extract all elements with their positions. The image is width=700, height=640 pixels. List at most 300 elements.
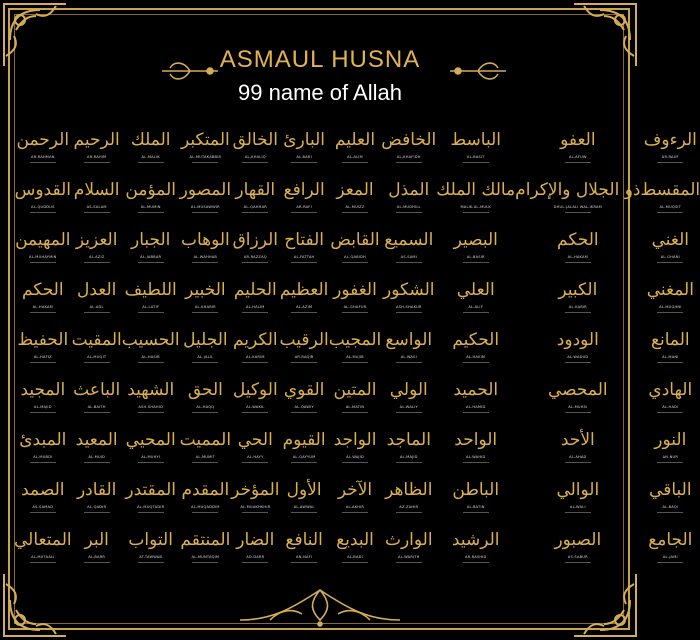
underline-divider xyxy=(463,412,489,413)
arabic-name: الوكيل xyxy=(232,380,278,400)
name-cell xyxy=(72,475,122,525)
transliteration-label: ASH-SHAKUR xyxy=(395,305,422,309)
name-cell xyxy=(180,225,231,275)
underline-divider xyxy=(396,512,422,513)
underline-divider xyxy=(463,362,489,363)
transliteration-label: AL-MUHAYMIN xyxy=(29,255,57,259)
name-cell xyxy=(280,375,329,425)
transliteration-label: AL-BARR xyxy=(88,555,106,559)
transliteration-label: AL-QUDDUS xyxy=(31,205,55,209)
underline-divider xyxy=(30,562,56,563)
arabic-name: الحميد xyxy=(453,380,499,400)
underline-divider xyxy=(463,262,489,263)
name-cell xyxy=(280,325,329,375)
transliteration-label: AL-KHALIQ xyxy=(244,155,266,159)
name-cell xyxy=(14,375,72,425)
transliteration-label: AL-HAKIM xyxy=(466,355,486,359)
transliteration-label: AL-WARITH xyxy=(397,555,420,559)
name-cell xyxy=(122,275,180,325)
transliteration-label: AL-ADL xyxy=(89,305,104,309)
underline-divider xyxy=(396,312,422,313)
name-cell xyxy=(72,275,122,325)
underline-divider xyxy=(84,462,110,463)
arabic-name: المقيت xyxy=(71,330,122,350)
arabic-name: التواب xyxy=(128,530,173,550)
underline-divider xyxy=(84,362,110,363)
transliteration-label: AL-MUTAALI xyxy=(31,555,55,559)
name-cell xyxy=(329,125,382,175)
underline-divider xyxy=(30,362,56,363)
bottom-ornament xyxy=(230,580,410,626)
name-cell xyxy=(122,325,180,375)
transliteration-label: AS-SAMI xyxy=(400,255,417,259)
name-cell xyxy=(329,225,382,275)
underline-divider xyxy=(463,462,489,463)
transliteration-label: AL-MUHSI xyxy=(568,405,588,409)
transliteration-label: AL-WAJID xyxy=(346,455,364,459)
transliteration-label: AL-FATTAH xyxy=(293,255,315,259)
transliteration-label: AL-MUIZZ xyxy=(345,205,365,209)
arabic-name: القادر xyxy=(76,480,117,500)
underline-divider xyxy=(84,262,110,263)
underline-divider xyxy=(138,562,164,563)
name-cell xyxy=(231,475,279,525)
underline-divider xyxy=(565,362,591,363)
name-cell xyxy=(381,125,436,175)
transliteration-label: AL-MANI xyxy=(662,355,679,359)
underline-divider xyxy=(291,412,317,413)
name-cell xyxy=(515,275,640,325)
arabic-name: الظاهر xyxy=(385,480,433,500)
transliteration-label: AL-MUTAKABBIR xyxy=(189,155,222,159)
arabic-name: الحفيظ xyxy=(17,330,69,350)
name-cell xyxy=(231,125,279,175)
arabic-name: المعز xyxy=(336,180,374,200)
name-cell xyxy=(436,175,515,225)
arabic-name: المنتقم xyxy=(180,530,231,550)
transliteration-label: AL-MUQIT xyxy=(87,355,107,359)
arabic-name: البصير xyxy=(453,230,498,250)
name-cell xyxy=(122,175,180,225)
underline-divider xyxy=(463,212,489,213)
underline-divider xyxy=(657,262,683,263)
transliteration-label: AL-HAKAM xyxy=(32,305,53,309)
underline-divider xyxy=(342,162,368,163)
transliteration-label: AL-WAKIL xyxy=(246,405,265,409)
underline-divider xyxy=(242,212,268,213)
name-cell xyxy=(280,275,329,325)
arabic-name: الرزاق xyxy=(232,230,278,250)
transliteration-label: AL-ALIM xyxy=(347,155,363,159)
arabic-name: الصمد xyxy=(21,480,65,500)
arabic-name: المحصي xyxy=(548,380,608,400)
page-subtitle: 99 name of Allah xyxy=(238,80,402,105)
name-cell xyxy=(72,125,122,175)
transliteration-label: AL-BARI xyxy=(296,155,312,159)
transliteration-label: AL-HAKAM xyxy=(567,255,588,259)
names-grid xyxy=(14,125,700,575)
arabic-name: المجيب xyxy=(328,330,382,350)
underline-divider xyxy=(138,162,164,163)
arabic-name: الرقيب xyxy=(279,330,329,350)
arabic-name: اللطيف xyxy=(124,280,177,300)
name-cell xyxy=(231,175,279,225)
transliteration-label: AL-MATIN xyxy=(345,405,365,409)
arabic-name: المقدم xyxy=(181,480,230,500)
name-cell xyxy=(180,125,231,175)
name-cell xyxy=(436,375,515,425)
arabic-name: المجيد xyxy=(20,380,66,400)
arabic-name: العزيز xyxy=(75,230,118,250)
arabic-name: البديع xyxy=(336,530,374,550)
name-cell xyxy=(14,525,72,575)
arabic-name: المهيمن xyxy=(15,230,71,250)
transliteration-label: AL-MUJIB xyxy=(346,355,364,359)
transliteration-label: AL-AWWAL xyxy=(293,505,315,509)
underline-divider xyxy=(291,362,317,363)
name-cell xyxy=(329,375,382,425)
transliteration-label: AL-HAMID xyxy=(466,405,486,409)
underline-divider xyxy=(242,162,268,163)
underline-divider xyxy=(342,412,368,413)
arabic-name: النافع xyxy=(285,530,323,550)
transliteration-label: AL-JAMI xyxy=(662,555,678,559)
name-cell xyxy=(436,325,515,375)
name-cell xyxy=(640,275,700,325)
name-cell xyxy=(14,125,72,175)
underline-divider xyxy=(84,512,110,513)
arabic-name: الواجد xyxy=(333,430,377,450)
name-cell xyxy=(72,225,122,275)
underline-divider xyxy=(242,312,268,313)
arabic-name: الغني xyxy=(651,230,689,250)
transliteration-label: AL-MUHYI xyxy=(141,455,161,459)
underline-divider xyxy=(396,412,422,413)
underline-divider xyxy=(657,162,683,163)
transliteration-label: AL-MUMIT xyxy=(195,455,216,459)
arabic-name: المذل xyxy=(388,180,430,200)
name-cell xyxy=(180,325,231,375)
underline-divider xyxy=(291,162,317,163)
name-cell xyxy=(280,525,329,575)
arabic-name: الأول xyxy=(286,480,322,500)
transliteration-label: AR-RAZZAQ xyxy=(243,255,267,259)
arabic-name: المحيي xyxy=(125,430,176,450)
transliteration-label: AL-AZIM xyxy=(296,305,313,309)
transliteration-label: AL-BASIT xyxy=(466,155,485,159)
transliteration-label: AR-RAHIM xyxy=(86,155,107,159)
name-cell xyxy=(280,225,329,275)
name-cell xyxy=(122,125,180,175)
transliteration-label: AR-RAQIB xyxy=(294,355,314,359)
arabic-name: الخافض xyxy=(381,130,437,150)
underline-divider xyxy=(30,262,56,263)
arabic-name: القابض xyxy=(330,230,380,250)
transliteration-label: AL-MUID xyxy=(88,455,105,459)
transliteration-label: AL-MAJID xyxy=(399,455,418,459)
name-cell xyxy=(640,475,700,525)
name-cell xyxy=(436,275,515,325)
name-cell xyxy=(640,525,700,575)
transliteration-label: AL-WADUD xyxy=(567,355,589,359)
transliteration-label: AL-HALIM xyxy=(245,305,265,309)
name-cell xyxy=(280,125,329,175)
underline-divider xyxy=(565,512,591,513)
underline-divider xyxy=(192,162,218,163)
transliteration-label: AL-AZIZ xyxy=(88,255,105,259)
arabic-name: البر xyxy=(84,530,109,550)
underline-divider xyxy=(30,212,56,213)
transliteration-label: AL-QAYYUM xyxy=(292,455,316,459)
transliteration-label: AT-TAWWAB xyxy=(139,555,163,559)
transliteration-label: AR-RAUF xyxy=(661,155,679,159)
transliteration-label: AL-KARIM xyxy=(245,355,265,359)
arabic-name: المصور xyxy=(179,180,232,200)
underline-divider xyxy=(291,212,317,213)
transliteration-label: AL-KHAFIDH xyxy=(396,155,421,159)
arabic-name: الكريم xyxy=(232,330,278,350)
transliteration-label: AL-MUNTAQIM xyxy=(191,555,220,559)
name-cell xyxy=(515,325,640,375)
name-cell xyxy=(515,225,640,275)
arabic-name: السلام xyxy=(73,180,120,200)
underline-divider xyxy=(396,162,422,163)
underline-divider xyxy=(657,212,683,213)
arabic-name: المقسط xyxy=(640,180,700,200)
arabic-name: الواسع xyxy=(385,330,433,350)
transliteration-label: AL-MUBDI xyxy=(33,455,53,459)
name-cell xyxy=(515,525,640,575)
name-cell xyxy=(515,425,640,475)
name-cell xyxy=(329,525,382,575)
arabic-name: الودود xyxy=(556,330,599,350)
arabic-name: الحكيم xyxy=(452,330,500,350)
name-cell xyxy=(280,475,329,525)
transliteration-label: AL-HADI xyxy=(662,405,679,409)
underline-divider xyxy=(242,362,268,363)
arabic-name: الباعث xyxy=(73,380,121,400)
arabic-name: مالك الملك xyxy=(436,180,516,200)
underline-divider xyxy=(291,512,317,513)
arabic-name: الغفور xyxy=(333,280,377,300)
arabic-name: الواحد xyxy=(454,430,498,450)
underline-divider xyxy=(84,162,110,163)
underline-divider xyxy=(30,162,56,163)
arabic-name: المبدئ xyxy=(19,430,67,450)
transliteration-label: AL-QAHHAR xyxy=(243,205,267,209)
name-cell xyxy=(329,175,382,225)
transliteration-label: AL-WASI xyxy=(400,355,417,359)
transliteration-label: AL-HASIB xyxy=(141,355,160,359)
name-cell xyxy=(122,375,180,425)
transliteration-label: AL-WALI xyxy=(569,505,586,509)
underline-divider xyxy=(463,312,489,313)
underline-divider xyxy=(30,412,56,413)
arabic-name: القوي xyxy=(283,380,325,400)
arabic-name: المانع xyxy=(650,330,690,350)
transliteration-label: MALIK-UL-MULK xyxy=(460,205,491,209)
arabic-name: القدوس xyxy=(14,180,71,200)
transliteration-label: AL-KABIR xyxy=(568,305,587,309)
underline-divider xyxy=(242,462,268,463)
name-cell xyxy=(180,525,231,575)
transliteration-label: AL-WALIY xyxy=(399,405,418,409)
transliteration-label: AL-MUGHNI xyxy=(659,305,682,309)
arabic-name: المميت xyxy=(179,430,232,450)
underline-divider xyxy=(138,312,164,313)
transliteration-label: AL-QADIR xyxy=(87,505,107,509)
name-cell xyxy=(381,325,436,375)
underline-divider xyxy=(342,562,368,563)
transliteration-label: AL-ALIY xyxy=(468,305,484,309)
arabic-name: الوهاب xyxy=(180,230,230,250)
name-cell xyxy=(72,425,122,475)
transliteration-label: AR-RAFI xyxy=(296,205,312,209)
underline-divider xyxy=(342,312,368,313)
arabic-name: العليم xyxy=(334,130,376,150)
name-cell xyxy=(231,225,279,275)
underline-divider xyxy=(291,312,317,313)
transliteration-label: AL-MUSAWWIR xyxy=(190,205,220,209)
name-cell xyxy=(329,475,382,525)
name-cell xyxy=(515,175,640,225)
underline-divider xyxy=(192,412,218,413)
transliteration-label: DHUL-JALALI WAL-IKRAM xyxy=(553,205,602,209)
name-cell xyxy=(72,325,122,375)
name-cell xyxy=(14,225,72,275)
arabic-name: الشكور xyxy=(383,280,435,300)
transliteration-label: ASH-SHAHID xyxy=(138,405,164,409)
underline-divider xyxy=(565,262,591,263)
transliteration-label: AL-MALIK xyxy=(141,155,160,159)
name-cell xyxy=(122,225,180,275)
underline-divider xyxy=(242,412,268,413)
arabic-name: الحكم xyxy=(22,280,64,300)
name-cell xyxy=(640,175,700,225)
arabic-name: الفتاح xyxy=(284,230,325,250)
underline-divider xyxy=(657,362,683,363)
transliteration-label: AR-RASHID xyxy=(464,555,487,559)
name-cell xyxy=(515,475,640,525)
name-cell xyxy=(14,425,72,475)
name-cell xyxy=(180,475,231,525)
arabic-name: الوالي xyxy=(556,480,600,500)
arabic-name: المغني xyxy=(646,280,694,300)
transliteration-label: AL-JABBAR xyxy=(140,255,162,259)
underline-divider xyxy=(192,212,218,213)
underline-divider xyxy=(30,512,56,513)
arabic-name: الشهيد xyxy=(127,380,175,400)
transliteration-label: AL-BATIN xyxy=(466,505,485,509)
transliteration-label: AZ-ZAHIR xyxy=(399,505,419,509)
name-cell xyxy=(122,525,180,575)
arabic-name: الحكم xyxy=(557,230,599,250)
arabic-name: المؤمن xyxy=(125,180,176,200)
name-cell xyxy=(231,525,279,575)
name-cell xyxy=(381,375,436,425)
arabic-name: الحسيب xyxy=(121,330,180,350)
transliteration-label: AL-KHABIR xyxy=(194,305,216,309)
arabic-name: الرشيد xyxy=(451,530,500,550)
arabic-name: الرحمن xyxy=(16,130,70,150)
name-cell xyxy=(640,325,700,375)
underline-divider xyxy=(242,562,268,563)
underline-divider xyxy=(342,362,368,363)
arabic-name: الأحد xyxy=(560,430,595,450)
arabic-name: المعيد xyxy=(75,430,118,450)
underline-divider xyxy=(138,412,164,413)
arabic-name: الباطن xyxy=(452,480,500,500)
name-cell xyxy=(329,275,382,325)
underline-divider xyxy=(463,562,489,563)
name-cell xyxy=(381,175,436,225)
arabic-name: الوارث xyxy=(384,530,433,550)
transliteration-label: AL-JALIL xyxy=(197,355,214,359)
underline-divider xyxy=(291,562,317,563)
name-cell xyxy=(640,125,700,175)
transliteration-label: AL-HAFIZ xyxy=(33,355,52,359)
transliteration-label: AL-AFUW xyxy=(568,155,587,159)
transliteration-label: AL-MUQSIT xyxy=(659,205,682,209)
name-cell xyxy=(72,525,122,575)
arabic-name: القيوم xyxy=(282,430,326,450)
arabic-name: القهار xyxy=(235,180,276,200)
arabic-name: الملك xyxy=(130,130,171,150)
transliteration-label: AN-NUR xyxy=(662,455,679,459)
arabic-name: العظيم xyxy=(279,280,329,300)
transliteration-label: AS-SABUR xyxy=(567,555,588,559)
corner-ornament-bottom-right xyxy=(570,570,640,640)
arabic-name: المتكبر xyxy=(180,130,230,150)
underline-divider xyxy=(565,562,591,563)
underline-divider xyxy=(657,562,683,563)
underline-divider xyxy=(138,212,164,213)
transliteration-label: AS-SALAM xyxy=(86,205,107,209)
transliteration-label: AL-HAYY xyxy=(247,455,264,459)
arabic-name: المتعالي xyxy=(14,530,72,550)
arabic-name: الصبور xyxy=(554,530,602,550)
underline-divider xyxy=(84,562,110,563)
name-cell xyxy=(14,325,72,375)
underline-divider xyxy=(192,562,218,563)
transliteration-label: AL-GHANI xyxy=(660,255,680,259)
transliteration-label: AL-QAWIY xyxy=(294,405,314,409)
name-cell xyxy=(280,425,329,475)
arabic-name: الجليل xyxy=(183,330,228,350)
underline-divider xyxy=(342,462,368,463)
underline-divider xyxy=(463,162,489,163)
arabic-name: الرءوف xyxy=(643,130,697,150)
transliteration-label: AD-DARR xyxy=(246,555,265,559)
underline-divider xyxy=(463,512,489,513)
underline-divider xyxy=(657,312,683,313)
transliteration-label: AL-MUAKHKHIR xyxy=(240,505,271,509)
name-cell xyxy=(122,475,180,525)
name-cell xyxy=(14,475,72,525)
underline-divider xyxy=(565,162,591,163)
transliteration-label: AL-BADI xyxy=(347,555,363,559)
underline-divider xyxy=(138,512,164,513)
name-cell xyxy=(122,425,180,475)
arabic-name: المؤخر xyxy=(231,480,280,500)
name-cell xyxy=(180,425,231,475)
underline-divider xyxy=(192,462,218,463)
underline-divider xyxy=(565,412,591,413)
name-cell xyxy=(436,225,515,275)
name-cell xyxy=(180,175,231,225)
transliteration-label: AL-MUMIN xyxy=(140,205,161,209)
name-cell xyxy=(436,475,515,525)
